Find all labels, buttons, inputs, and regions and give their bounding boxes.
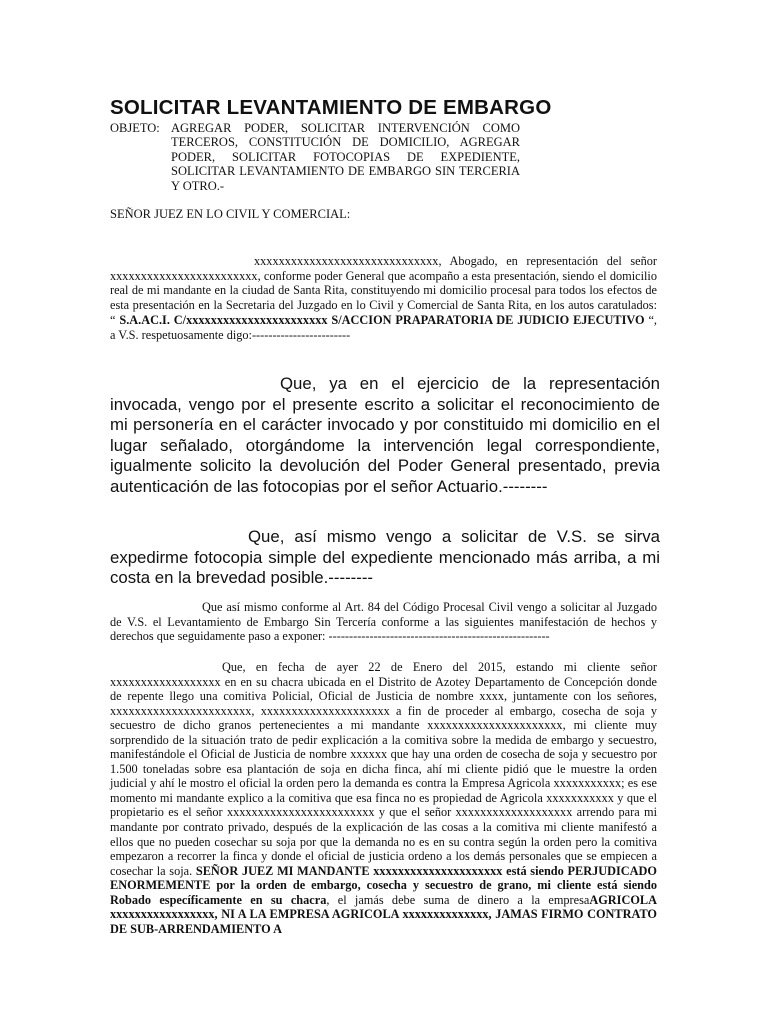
p5-bold-statement: SEÑOR JUEZ MI MANDANTE xxxxxxxxxxxxxxxxxxxxx está siendo PERJUDICADO ENORMEMENTE por la orden de embargo, cosecha y secuestro de grano, mi cliente está siendo Robado específicamente en su chacra: [110, 863, 657, 907]
objeto-label: OBJETO:: [110, 121, 160, 135]
p1-text: xxxxxxxxxxxxxxxxxxxxxxxxxxxxxx, Abogado, en representación del señor xxxxxxxxxxxxxxxxxxxxxxxx, conforme poder General que acompaño a esta presentación, siendo el domicilio real de mi mandante en la ciudad de Santa Rita, constituyendo mi domicilio procesal para todos los efectos de esta presentación en la Secretaria del Juzgado en lo Civil y Comercial de Santa Rita, en los autos caratulados: “: [110, 254, 657, 327]
salutation: SEÑOR JUEZ EN LO CIVIL Y COMERCIAL:: [110, 207, 351, 221]
objeto-section: [110, 121, 520, 193]
p1-closing: “, a V.S. respetuosamente digo:------------------------: [110, 312, 658, 342]
p3-text: Que, así mismo vengo a solicitar de V.S. se sirva expedirme fotocopia simple del expediente mencionado más arriba, a mi costa en la brevedad posible.--------: [110, 527, 660, 587]
paragraph-article-84: [110, 600, 657, 644]
p1-case-title: S.A.AC.I. C/xxxxxxxxxxxxxxxxxxxxxxx S/ACCION PRAPARATORIA DE JUDICIO EJECUTIVO: [119, 312, 645, 327]
document-title: SOLICITAR LEVANTAMIENTO DE EMBARGO: [110, 96, 552, 119]
p2-text: Que, ya en el ejercicio de la representación invocada, vengo por el presente escrito a solicitar el reconocimiento de mi personería en el carácter invocado y por constituido mi domicilio en el lugar señalado, otorgándome la intervención legal correspondiente, igualmente solicito la devolución del Poder General presentado, previa autenticación de las fotocopias por el señor Actuario.--------: [110, 374, 660, 496]
objeto-text: AGREGAR PODER, SOLICITAR INTERVENCIÓN COMO TERCEROS, CONSTITUCIÓN DE DOMICILIO, AGREGAR PODER, SOLICITAR FOTOCOPIAS DE EXPEDIENTE, SOLICITAR LEVANTAMIENTO DE EMBARGO SIN TERCERIA Y OTRO.-: [171, 121, 520, 193]
p5-bold-statement-2: AGRICOLA xxxxxxxxxxxxxxxxx, NI A LA EMPRESA AGRICOLA xxxxxxxxxxxxxx, JAMAS FIRMO CONTRATO DE SUB-ARRENDAMIENTO A: [110, 892, 657, 936]
p5-text: Que, en fecha de ayer 22 de Enero del 2015, estando mi cliente señor xxxxxxxxxxxxxxxxxx en en su chacra ubicada en el Distrito de Azotey Departamento de Concepción donde de repente llego una comitiva Policial, Oficial de Justicia de nombre xxxx, juntamente con los señores, xxxxxxxxxxxxxxxxxxxxxxx, xxxxxxxxxxxxxxxxxxxxx a fin de proceder al embargo, cosecha de soja y secuestro de dicho granos pertenecientes a mi mandante xxxxxxxxxxxxxxxxxxxxxx, mi cliente muy sorprendido de la situación trato de pedir explicación a la comitiva sobre la medida de embargo y secuestro, manifestándole el Oficial de Justicia de nombre xxxxxx que hay una orden de cosecha de soja y secuestro por 1.500 toneladas sobre esa plantación de soja en dicha finca, ahí mi cliente pidió que le muestre la orden judicial y ahí le mostro el oficial la orden pero la demanda es contra la Empresa Agricola xxxxxxxxxxx; es ese momento mi mandante explico a la comitiva que esa finca no es propiedad de Agricola xxxxxxxxxxx y que el propietario es el señor xxxxxxxxxxxxxxxxxxxxxxxx y que el señor xxxxxxxxxxxxxxxxxxx arrendo para mi mandante por contrato privado, después de la explicación de las cosas a la comitiva mi cliente manifestó a ellos que no pueden cosechar su soja por que la demanda no es en su contra según la orden pero la comitiva empezaron a recorrer la finca y donde el oficial de justicia ordeno a los demás personales que se empiecen a cosechar la soja.: [110, 660, 657, 878]
p5-text-continued: , el jamás debe suma de dinero a la empresa: [326, 892, 590, 907]
p4-text: Que así mismo conforme al Art. 84 del Código Procesal Civil vengo a solicitar al Juzgado de V.S. el Levantamiento de Embargo Sin Tercería conforme a las siguientes manifestación de hechos y derechos que seguidamente paso a exponer: ------------------------------------------------------: [110, 600, 657, 644]
paragraph-facts: [110, 660, 657, 936]
paragraph-request-photocopy: [110, 527, 660, 589]
paragraph-representation: [110, 254, 657, 342]
paragraph-request-recognition: [110, 374, 660, 497]
